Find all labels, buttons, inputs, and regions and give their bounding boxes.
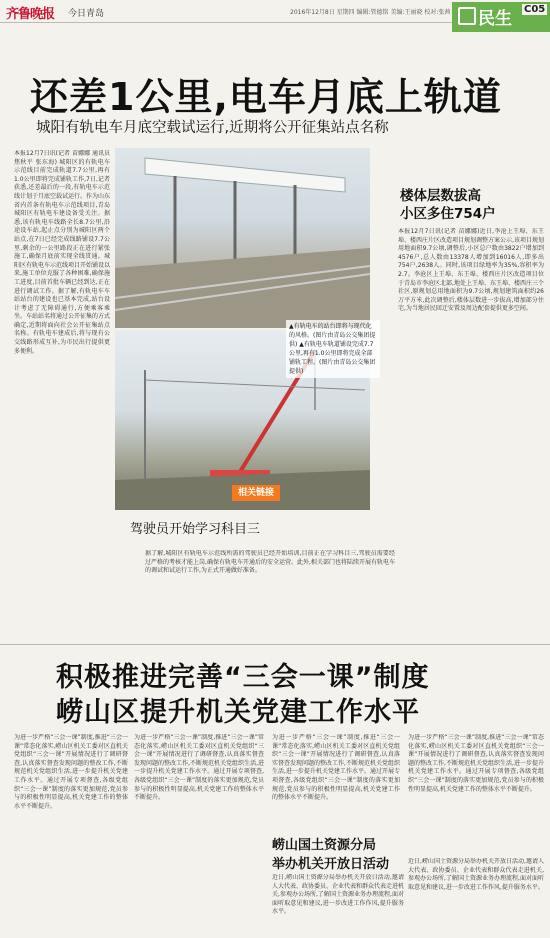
sidebar-headline: 楼体层数拔高 小区多住754户 [400, 188, 496, 222]
divider [0, 644, 550, 645]
related-tag: 相关链接 [232, 485, 280, 501]
lead-subheadline: 城阳有轨电车月底空载试运行,近期将公开征集站点名称 [36, 120, 389, 136]
photo-caption: ▲有轨电车的站台即将与现代化的风格。(图片由青岛公交集团提供) ▲有轨电车轨道铺设完成7.7公里,再有1.0公里即将完成全部铺轨工程。(图片由青岛公交集团提供) [286, 320, 380, 378]
second-body-col3: 为进一步严格“三会一课”制度,推进“三会一课”常态化落实,崂山区机关工委对区直机关党组织“三会一课”开展情况进行了调研督查,认真落实督查发现问题的整改工作,不断规范机关党组织生活,进一步提升机关党建工作水平。通过开展专项督查,各级党组织“三会一课”制度的落实更加规范,党员参与的积极性明显提高,机关党建工作的整体水平不断提升。 [272, 734, 400, 802]
section-label: 民生 [478, 9, 512, 29]
edition-label: 今日青岛 [68, 9, 105, 19]
related-body: 据了解,城阳区有轨电车示范线所需的驾驶员已经开始培训,目前正在学习科目三,驾驶员需要经过严格的考核才能上岗,确保有轨电车开通后的安全运营。此外,相关部门也将陆续开展有轨电车的调试和试运行工作,为正式开通做好准备。 [145, 550, 395, 575]
second-headline-line2: 崂山区提升机关党建工作水平 [56, 697, 420, 728]
tram-station-illustration [115, 148, 370, 328]
second-body-col1: 为进一步严格“三会一课”制度,推进“三会一课”常态化落实,崂山区机关工委对区直机关党组织“三会一课”开展情况进行了调研督查,认真落实督查发现问题的整改工作,不断规范机关党组织生活,进一步提升机关党建工作水平。通过开展专项督查,各级党组织“三会一课”制度的落实更加规范,党员参与的积极性明显提高,机关党建工作的整体水平不断提升。 [14, 734, 128, 810]
dateline: 2016年12月8日 星期四 编辑:管德铭 美编:王丽晓 校对:张茜 [290, 9, 451, 16]
third-headline-line1: 崂山国土资源分局 [272, 838, 377, 853]
third-body-cont: 近日,崂山国土资源分局举办机关开放日活动,邀请人大代表、政协委员、企业代表和群众代表走进机关,参观办公场所,了解国土资源业务办理流程,面对面听取意见和建议,进一步改进工作作风,提升服务水平。 [408, 858, 544, 891]
second-body-col2: 为进一步严格“三会一课”制度,推进“三会一课”常态化落实,崂山区机关工委对区直机关党组织“三会一课”开展情况进行了调研督查,认真落实督查发现问题的整改工作,不断规范机关党组织生活,进一步提升机关党建工作水平。通过开展专项督查,各级党组织“三会一课”制度的落实更加规范,党员参与的积极性明显提高,机关党建工作的整体水平不断提升。 [134, 734, 264, 802]
second-headline-line1: 积极推进完善“三会一课”制度 [56, 662, 430, 693]
section-icon [458, 7, 476, 25]
lead-headline: 还差1公里,电车月底上轨道 [30, 75, 502, 119]
lead-body: 本报12月7日讯(记者 苗娜娜 通讯员 焦秋平 张东海) 城阳区的有轨电车示范线目前完成轨道7.7公里,再有1.0公里即将完成铺轨工作,7日,记者获悉,还差最后的一段,有轨电车示范线计划于月底空载试运行。作为山东省内首条有轨电车示范线项目,青岛城阳区有轨电车建设备受关注。据悉,该有轨电车线路全长8.7公里,沿途设车站,起止点分别为城阳区两个站点,在7日已经完成线路铺设7.7公里,剩余的一公里路段正在进行紧张施工,确保月底前实现全线贯通。城阳区有轨电车示范线项目开始铺设以来,施工单位克服了各种困难,确保施工进度,目前首批车辆已经到达,正在进行调试工作。据了解,有轨电车车站站台的建设也已基本完成,站台设计考虑了无障碍通行,方便乘客乘坐。车站站名将通过公开征集的方式确定,近期将面向社会公开征集站点名称。有轨电车建成后,将与现有公交线路形成互补,为市民出行提供更多便利。 [14, 150, 110, 355]
third-headline-line2: 举办机关开放日活动 [272, 857, 390, 872]
tram-station-photo [115, 148, 370, 328]
third-body: 近日,崂山国土资源分局举办机关开放日活动,邀请人大代表、政协委员、企业代表和群众代表走进机关,参观办公场所,了解国土资源业务办理流程,面对面听取意见和建议,进一步改进工作作风,提升服务水平。 [272, 874, 404, 916]
sidebar-body: 本报12月7日讯(记者 苗娜娜)近日,李沧上王埠、东王埠、楼西庄片区改造项目规划调整方案公示,该项目规划用地面积9.7公顷,调整后,小区总户数由3822户增加到4576户,总人数由13378人增加到16016人,即多出754户,2638人。同时,该项目绿地率为35%,容积率为2.7。李沧区上王埠、东王埠、楼西庄片区改造项目位于青岛市李沧区北部,地处上王埠、东王埠、楼西庄三个社区,原规划总用地面积为9.7公顷,规划建筑面积约26万平方米,此次调整后,楼体层数进一步拔高,增加部分住宅,为当地居民回迁安置及周边配套提供更多空间。 [398, 228, 544, 313]
page-number: C05 [524, 4, 546, 15]
newspaper-logo: 齐鲁晚报 [6, 7, 55, 22]
related-headline: 驾驶员开始学习科目三 [130, 522, 261, 537]
second-body-col4: 为进一步严格“三会一课”制度,推进“三会一课”常态化落实,崂山区机关工委对区直机关党组织“三会一课”开展情况进行了调研督查,认真落实督查发现问题的整改工作,不断规范机关党组织生活,进一步提升机关党建工作水平。通过开展专项督查,各级党组织“三会一课”制度的落实更加规范,党员参与的积极性明显提高,机关党建工作的整体水平不断提升。 [408, 734, 544, 793]
